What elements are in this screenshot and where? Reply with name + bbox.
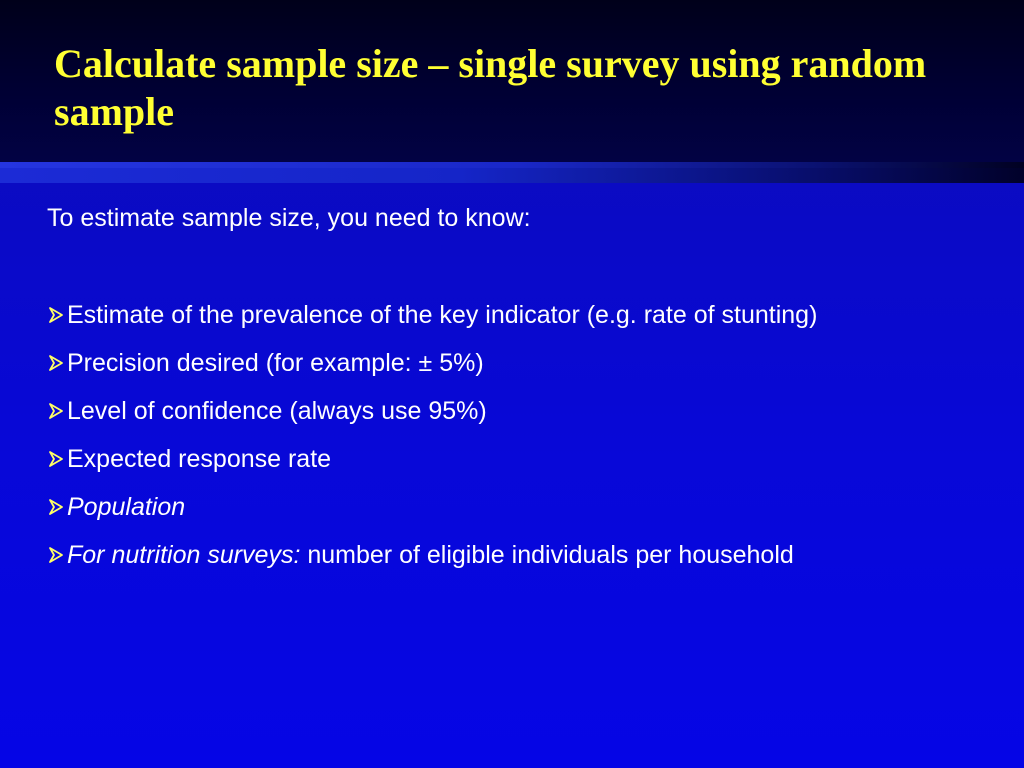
arrow-bullet-icon (47, 353, 65, 373)
list-item (47, 299, 1007, 332)
title-divider-stripe (0, 162, 1024, 183)
list-item (47, 539, 1007, 572)
bullet-lead-text: For nutrition surveys: (67, 541, 301, 569)
slide-title: Calculate sample size – single survey using random sample (54, 41, 927, 134)
arrow-bullet-icon (47, 545, 65, 565)
arrow-bullet-icon (47, 305, 65, 325)
bullet-text: Precision desired (for example: ± 5%) (67, 349, 484, 377)
slide-body (47, 202, 1007, 587)
list-item (47, 347, 1007, 380)
title-band (0, 0, 1024, 162)
bullet-text: number of eligible individuals per household (300, 541, 794, 569)
arrow-bullet-icon (47, 497, 65, 517)
bullet-text: Level of confidence (always use 95%) (67, 397, 487, 425)
intro-text: To estimate sample size, you need to know: (47, 204, 531, 232)
list-item (47, 491, 1007, 524)
bullet-text: Expected response rate (67, 445, 332, 473)
bullet-list (47, 299, 1007, 572)
bullet-text: Estimate of the prevalence of the key indicator (e.g. rate of stunting) (67, 301, 818, 329)
arrow-bullet-icon (47, 401, 65, 421)
list-item (47, 443, 1007, 476)
arrow-bullet-icon (47, 449, 65, 469)
list-item (47, 395, 1007, 428)
bullet-text: Population (67, 493, 186, 521)
